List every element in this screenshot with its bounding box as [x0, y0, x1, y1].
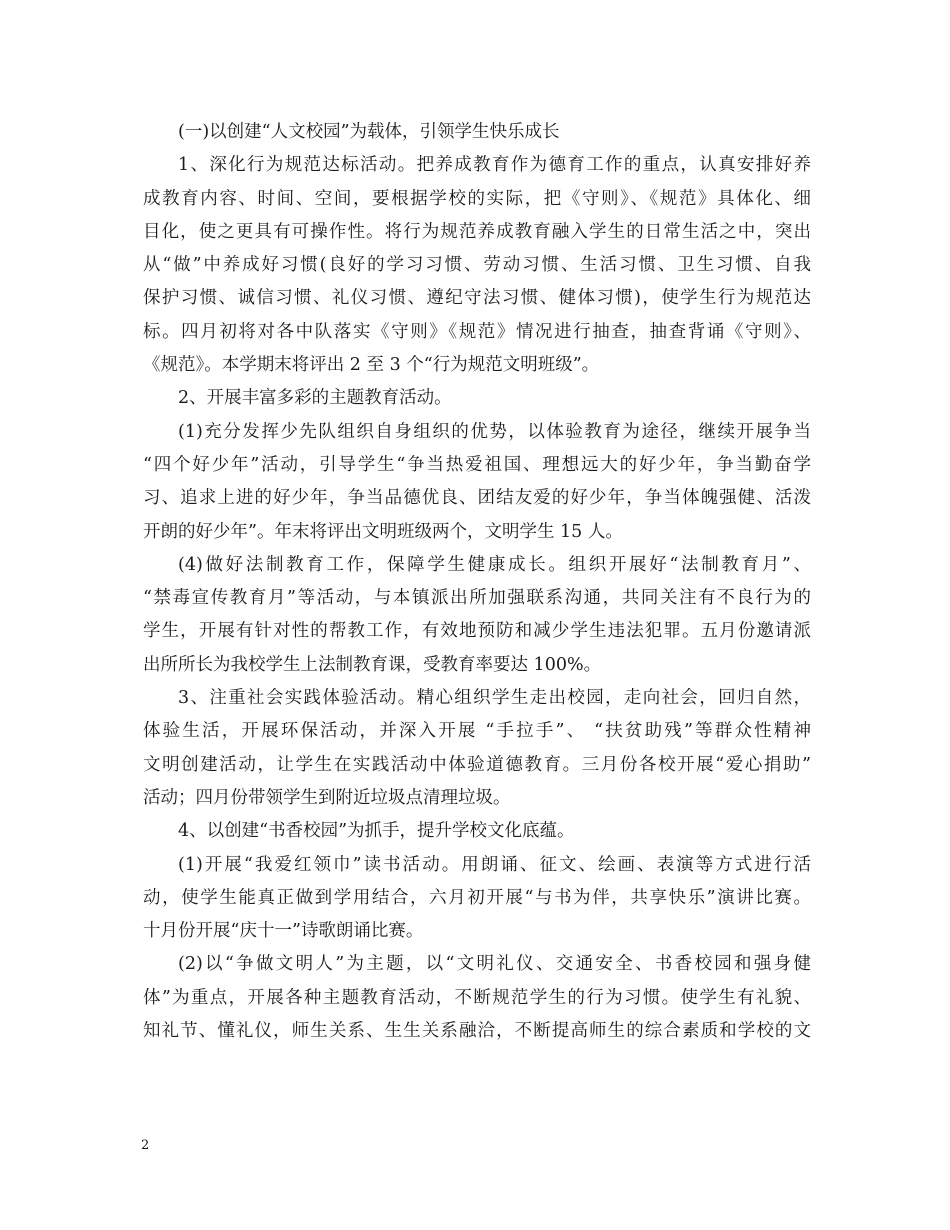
text-line: (1)开展“我爱红领巾”读书活动。用朗诵、征文、绘画、表演等方式进行活 — [178, 854, 811, 875]
text-line: “四个好少年”活动，引导学生“争当热爱祖国、理想远大的好少年，争当勤奋学 — [143, 454, 811, 475]
text-line: 目化，使之更具有可操作性。将行为规范养成教育融入学生的日常生活之中，突出 — [143, 221, 811, 242]
text-line: 学生，开展有针对性的帮教工作，有效地预防和减少学生违法犯罪。五月份邀请派 — [143, 621, 811, 642]
text-line: 从“做”中养成好习惯(良好的学习习惯、劳动习惯、生活习惯、卫生习惯、自我 — [143, 255, 811, 276]
text-line: 出所所长为我校学生上法制教育课，受教育率要达 100%。 — [143, 654, 602, 675]
text-line: 标。四月初将对各中队落实《守则》《规范》情况进行抽查，抽查背诵《守则》、 — [143, 321, 811, 342]
text-line: (一)以创建“人文校园”为载体，引领学生快乐成长 — [178, 122, 560, 142]
text-line: 习、追求上进的好少年，争当品德优良、团结友爱的好少年，争当体魄强健、活泼 — [143, 488, 811, 509]
text-line: 动，使学生能真正做到学用结合，六月初开展“与书为伴，共享快乐”演讲比赛。 — [143, 887, 811, 908]
text-line: 1、深化行为规范达标活动。把养成教育作为德育工作的重点，认真安排好养 — [178, 155, 811, 176]
text-line: 2、开展丰富多彩的主题教育活动。 — [178, 388, 452, 409]
text-line: 知礼节、懂礼仪，师生关系、生生关系融洽，不断提高师生的综合素质和学校的文 — [143, 1021, 811, 1042]
document-body — [143, 116, 811, 1048]
text-line: 体”为重点，开展各种主题教育活动，不断规范学生的行为习惯。使学生有礼貌、 — [143, 987, 811, 1008]
page-number: 2 — [141, 1138, 150, 1153]
text-line: “禁毒宣传教育月”等活动，与本镇派出所加强联系沟通，共同关注有不良行为的 — [143, 588, 811, 609]
text-line: (2)以“争做文明人”为主题，以“文明礼仪、交通安全、书香校园和强身健 — [178, 954, 811, 975]
text-line: 体验生活，开展环保活动，并深入开展 “手拉手”、 “扶贫助残”等群众性精神 — [143, 721, 811, 742]
text-line: 文明创建活动，让学生在实践活动中体验道德教育。三月份各校开展“爱心捐助” — [143, 754, 811, 775]
text-line: 十月份开展“庆十一”诗歌朗诵比赛。 — [143, 921, 424, 942]
text-line: 保护习惯、诚信习惯、礼仪习惯、遵纪守法习惯、健体习惯)，使学生行为规范达 — [143, 288, 811, 309]
text-line: 3、注重社会实践体验活动。精心组织学生走出校园，走向社会，回归自然， — [178, 688, 811, 709]
text-line: 活动；四月份带领学生到附近垃圾点清理垃圾。 — [143, 787, 511, 808]
text-line: (1)充分发挥少先队组织自身组织的优势，以体验教育为途径，继续开展争当 — [178, 421, 811, 442]
text-line: 成教育内容、时间、空间，要根据学校的实际，把《守则》、《规范》具体化、细 — [143, 188, 811, 209]
text-line: 4、以创建“书香校园”为抓手，提升学校文化底蕴。 — [178, 821, 575, 842]
text-line: 开朗的好少年”。年末将评出文明班级两个，文明学生 15 人。 — [143, 521, 623, 542]
text-line: (4)做好法制教育工作，保障学生健康成长。组织开展好“法制教育月”、 — [178, 554, 811, 575]
text-line: 《规范》。本学期末将评出 2 至 3 个“行为规范文明班级”。 — [143, 355, 600, 376]
